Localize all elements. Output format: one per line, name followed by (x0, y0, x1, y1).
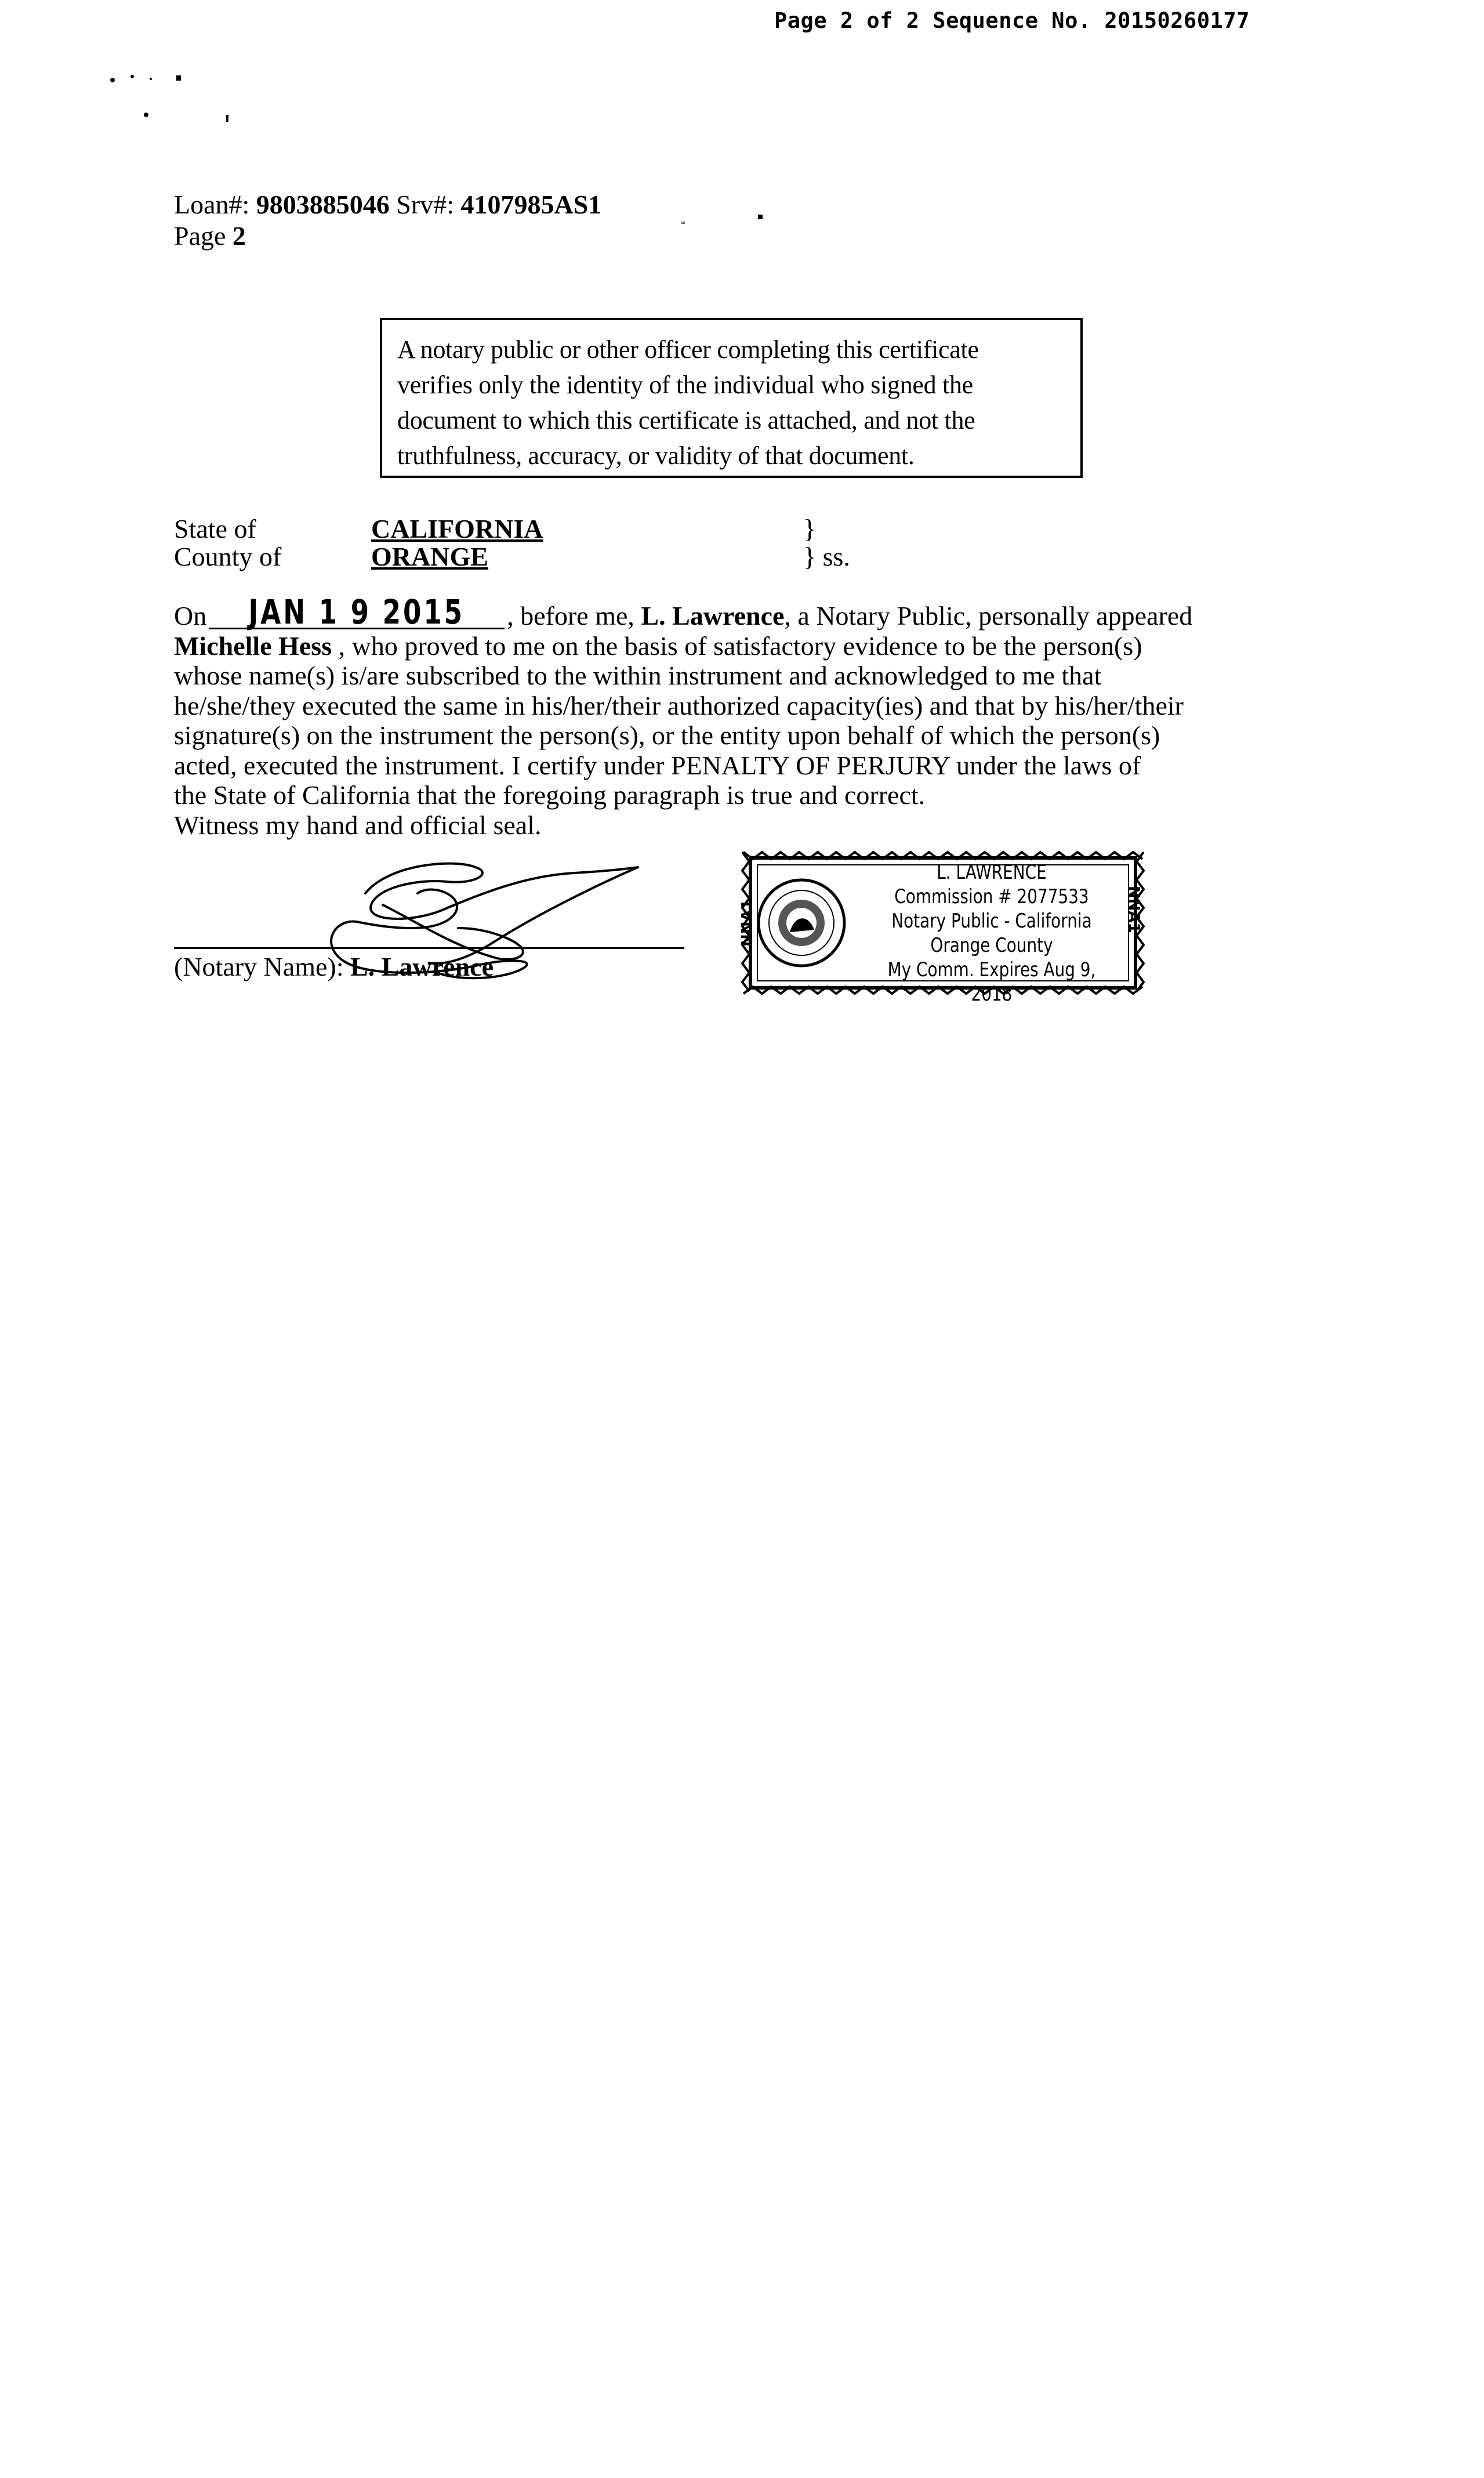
signer-name: Michelle Hess (174, 631, 332, 661)
page-number: 2 (232, 221, 246, 251)
loan-label: Loan#: (174, 190, 250, 219)
notice-line: truthfulness, accuracy, or validity of that document. (397, 441, 915, 470)
scan-specks (104, 70, 255, 133)
loan-line (174, 189, 601, 220)
ack-text: , a Notary Public, personally appeared (784, 601, 1193, 631)
seal-line: Commission # 2077533 (894, 885, 1089, 908)
seal-line: Orange County (930, 934, 1053, 957)
ack-text: , who proved to me on the basis of satisfactory evidence to be the person(s) (332, 631, 1142, 661)
seal-line: L. LAWRENCE (937, 861, 1047, 884)
ack-line-1 (174, 592, 1276, 632)
date-field (209, 592, 505, 632)
scan-mark (681, 222, 685, 224)
acknowledgment-paragraph (174, 592, 1276, 840)
venue-block (174, 513, 928, 577)
notary-seal (736, 845, 1149, 1006)
ack-line-5: signature(s) on the instrument the person(s), or the entity upon behalf of which the person(s) (174, 720, 1160, 750)
ack-line-7: the State of California that the foregoing paragraph is true and correct. (174, 780, 926, 810)
notary-printed-name: L. Lawrence (350, 952, 494, 981)
sequence-header: Page 2 of 2 Sequence No. 20150260177 (774, 8, 1250, 33)
seal-side-code: NNA1 (1125, 886, 1142, 933)
county-value: ORANGE (371, 542, 488, 571)
seal-line: Notary Public - California (891, 910, 1092, 933)
handwritten-signature (302, 841, 650, 992)
ack-line-8: Witness my hand and official seal. (174, 810, 542, 840)
seal-line: My Comm. Expires Aug 9, 2018 (887, 958, 1096, 1006)
srv-label: Srv#: (396, 190, 454, 219)
loan-number: 9803885046 (256, 190, 390, 219)
page-label: Page (174, 221, 226, 251)
srv-number: 4107985AS1 (460, 190, 602, 219)
seal-side-code: NNA1 (739, 899, 756, 947)
venue-brace: } (803, 514, 817, 544)
page-line (174, 220, 246, 251)
scan-dot (758, 215, 763, 219)
ack-line-4: he/she/they executed the same in his/her/their authorized capacity(ies) and that by his/her/their (174, 690, 1184, 720)
ack-line-3: whose name(s) is/are subscribed to the within instrument and acknowledged to me that (174, 661, 1102, 690)
ack-line-2 (174, 631, 1276, 661)
notice-line: document to which this certificate is attached, and not the (397, 406, 975, 434)
ack-line-6: acted, executed the instrument. I certify under PENALTY OF PERJURY under the laws of (174, 750, 1141, 780)
notice-line: verifies only the identity of the individual who signed the (397, 371, 973, 399)
state-value: CALIFORNIA (371, 514, 543, 544)
date-stamp: JAN 1 9 2015 (248, 592, 465, 632)
ack-text: , before me, (507, 601, 641, 631)
notary-name-label: (Notary Name): (174, 952, 350, 981)
on-label: On (174, 601, 207, 631)
notary-name: L. Lawrence (641, 601, 785, 631)
notice-line: A notary public or other officer completing this certificate (397, 335, 979, 364)
notary-notice-box (380, 318, 1083, 478)
county-label: County of (174, 542, 282, 571)
venue-brace-ss: } ss. (803, 542, 850, 571)
state-label: State of (174, 514, 256, 544)
seal-text (877, 860, 1106, 1006)
